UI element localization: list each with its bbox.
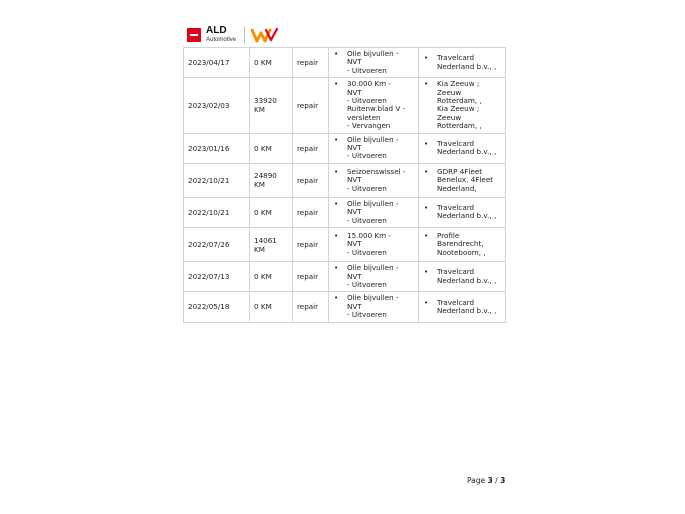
table-row: [184, 292, 506, 322]
mileage-cell: 0 KM: [250, 292, 293, 322]
type-cell: repair: [293, 163, 329, 197]
supplier-text: • Travelcard Nederland b.v., ,: [423, 268, 501, 285]
description-text: • Olie bijvullen - NVT - Uitvoeren: [333, 50, 414, 75]
supplier-text: • Kia Zeeuw ; Zeeuw Rotterdam, , Kia Zeeuw ; Zeeuw Rotterdam, ,: [423, 80, 501, 130]
supplier-cell: [419, 292, 506, 322]
type-cell: repair: [293, 197, 329, 227]
description-text: • Seizoenswissel - NVT - Uitvoeren: [333, 168, 414, 193]
ald-logo-text: [206, 26, 236, 43]
description-text: • Olie bijvullen - NVT - Uitvoeren: [333, 200, 414, 225]
supplier-cell: [419, 163, 506, 197]
supplier-text: • Travelcard Nederland b.v., ,: [423, 140, 501, 157]
supplier-cell: [419, 197, 506, 227]
date-cell: 2022/07/13: [184, 262, 250, 292]
type-cell: repair: [293, 78, 329, 133]
type-cell: repair: [293, 262, 329, 292]
mileage-cell: 14061 KM: [250, 228, 293, 262]
date-cell: 2023/02/03: [184, 78, 250, 133]
supplier-cell: [419, 262, 506, 292]
supplier-text: • Travelcard Nederland b.v., ,: [423, 54, 501, 71]
ald-logo-name: ALD: [206, 25, 227, 36]
page-current: 3: [487, 476, 493, 485]
description-text: • Olie bijvullen - NVT - Uitvoeren: [333, 264, 414, 289]
w-brand-logo-icon: [251, 27, 279, 43]
mileage-cell: 0 KM: [250, 133, 293, 163]
description-cell: [329, 197, 419, 227]
supplier-cell: [419, 48, 506, 78]
mileage-cell: 33920 KM: [250, 78, 293, 133]
supplier-text: • Travelcard Nederland b.v., ,: [423, 204, 501, 221]
description-cell: [329, 78, 419, 133]
description-text: • 15.000 Km - NVT - Uitvoeren: [333, 232, 414, 257]
type-cell: repair: [293, 292, 329, 322]
description-text: • Olie bijvullen - NVT - Uitvoeren: [333, 294, 414, 319]
table-row: [184, 197, 506, 227]
type-cell: repair: [293, 48, 329, 78]
table-row: [184, 262, 506, 292]
maintenance-history-table: [183, 47, 506, 323]
description-cell: [329, 292, 419, 322]
supplier-text: • GDRP 4Fleet Benelux, 4Fleet Nederland,: [423, 168, 501, 193]
description-cell: [329, 262, 419, 292]
mileage-cell: 0 KM: [250, 197, 293, 227]
description-text: • 30.000 Km - NVT - Uitvoeren Ruitenw.blad V - versleten - Vervangen: [333, 80, 414, 130]
supplier-cell: [419, 228, 506, 262]
date-cell: 2023/04/17: [184, 48, 250, 78]
type-cell: repair: [293, 133, 329, 163]
description-cell: [329, 163, 419, 197]
description-cell: [329, 48, 419, 78]
date-cell: 2022/07/26: [184, 228, 250, 262]
mileage-cell: 24890 KM: [250, 163, 293, 197]
description-cell: [329, 133, 419, 163]
ald-logo-sub: Automotive: [206, 37, 237, 43]
logo-divider: [244, 27, 245, 43]
date-cell: 2023/01/16: [184, 133, 250, 163]
supplier-text: • Profile Barendrecht, Nooteboom, ,: [423, 232, 501, 257]
table-row: [184, 78, 506, 133]
page-number: [467, 476, 505, 485]
table-row: [184, 228, 506, 262]
table-row: [184, 133, 506, 163]
supplier-cell: [419, 78, 506, 133]
date-cell: 2022/05/18: [184, 292, 250, 322]
mileage-cell: 0 KM: [250, 48, 293, 78]
page-total: 3: [500, 476, 506, 485]
type-cell: repair: [293, 228, 329, 262]
page-label: Page: [467, 476, 486, 485]
table-body: [184, 48, 506, 323]
header-logo: [187, 26, 279, 43]
description-cell: [329, 228, 419, 262]
date-cell: 2022/10/21: [184, 163, 250, 197]
supplier-text: • Travelcard Nederland b.v., ,: [423, 299, 501, 316]
date-cell: 2022/10/21: [184, 197, 250, 227]
mileage-cell: 0 KM: [250, 262, 293, 292]
description-text: • Olie bijvullen - NVT - Uitvoeren: [333, 136, 414, 161]
table-row: [184, 48, 506, 78]
supplier-cell: [419, 133, 506, 163]
page-separator: /: [495, 476, 498, 485]
table-row: [184, 163, 506, 197]
ald-logo-mark: [187, 28, 201, 42]
